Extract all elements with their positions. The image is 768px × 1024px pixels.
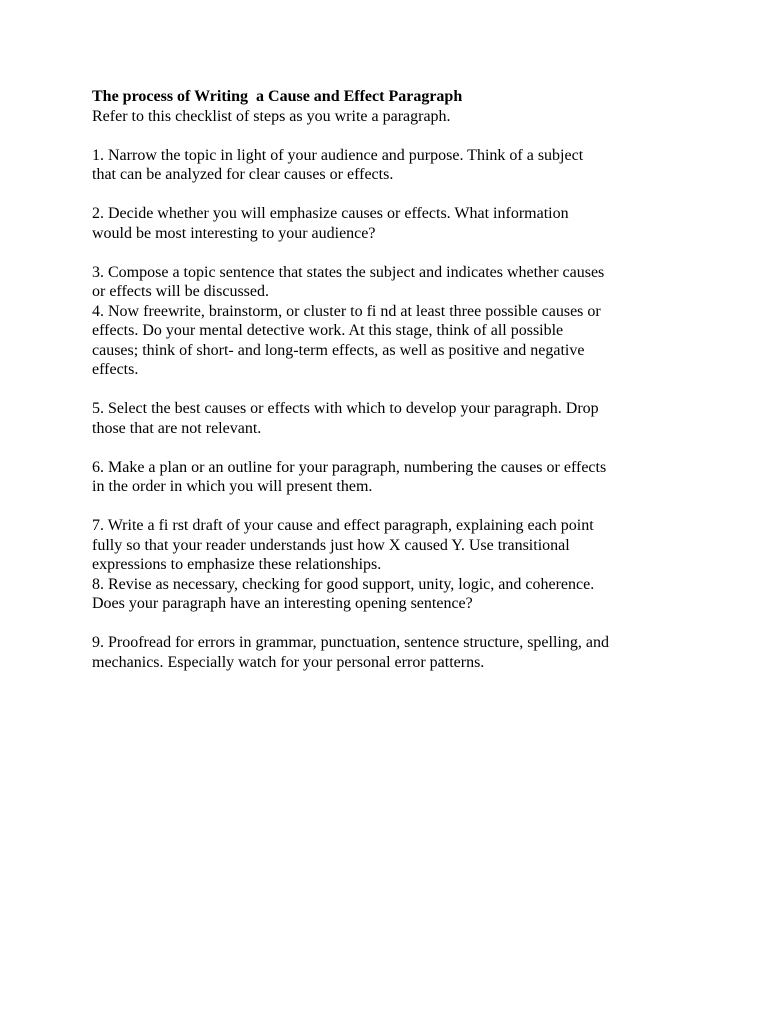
step-line: 3. Compose a topic sentence that states the subject and indicates whether causes	[92, 263, 605, 281]
step-9	[92, 633, 692, 672]
document-title: The process of Writing a Cause and Effect Paragraph	[92, 88, 463, 105]
step-line: 6. Make a plan or an outline for your paragraph, numbering the causes or effects	[92, 458, 607, 476]
step-line: 9. Proofread for errors in grammar, punctuation, sentence structure, spelling, and	[92, 634, 609, 651]
step-line: 8. Revise as necessary, checking for good support, unity, logic, and coherence.	[92, 575, 595, 593]
step-line: mechanics. Especially watch for your personal error patterns.	[92, 653, 485, 671]
document-page	[92, 87, 692, 672]
step-line: expressions to emphasize these relationships.	[92, 556, 382, 573]
step-3	[92, 263, 692, 302]
step-line: 2. Decide whether you will emphasize causes or effects. What information	[92, 205, 569, 222]
step-5	[92, 399, 692, 438]
step-8	[92, 575, 692, 614]
step-2	[92, 204, 692, 243]
step-7	[92, 516, 692, 575]
step-line: 1. Narrow the topic in light of your audience and purpose. Think of a subject	[92, 146, 584, 164]
step-line: fully so that your reader understands just how X caused Y. Use transitional	[92, 536, 570, 554]
step-line: Does your paragraph have an interesting opening sentence?	[92, 595, 473, 612]
document-intro: Refer to this checklist of steps as you write a paragraph.	[92, 107, 451, 125]
step-line: effects.	[92, 361, 139, 378]
step-line: those that are not relevant.	[92, 419, 262, 437]
step-4	[92, 302, 692, 380]
step-line: effects. Do your mental detective work. At this stage, think of all possible	[92, 322, 564, 339]
step-line: that can be analyzed for clear causes or effects.	[92, 166, 394, 183]
spacer	[92, 380, 692, 400]
spacer	[92, 497, 692, 517]
spacer	[92, 438, 692, 458]
step-line: 5. Select the best causes or effects with which to develop your paragraph. Drop	[92, 400, 599, 417]
step-line: or effects will be discussed.	[92, 283, 269, 300]
step-line: 4. Now freewrite, brainstorm, or cluster to fi nd at least three possible causes or	[92, 302, 601, 320]
spacer	[92, 185, 692, 205]
spacer	[92, 126, 692, 146]
step-line: in the order in which you will present them.	[92, 478, 373, 495]
spacer	[92, 614, 692, 634]
step-1	[92, 146, 692, 185]
step-line: 7. Write a fi rst draft of your cause and effect paragraph, explaining each point	[92, 517, 594, 534]
step-6	[92, 458, 692, 497]
spacer	[92, 243, 692, 263]
step-line: causes; think of short- and long-term effects, as well as positive and negative	[92, 341, 585, 359]
step-line: would be most interesting to your audience?	[92, 224, 376, 242]
